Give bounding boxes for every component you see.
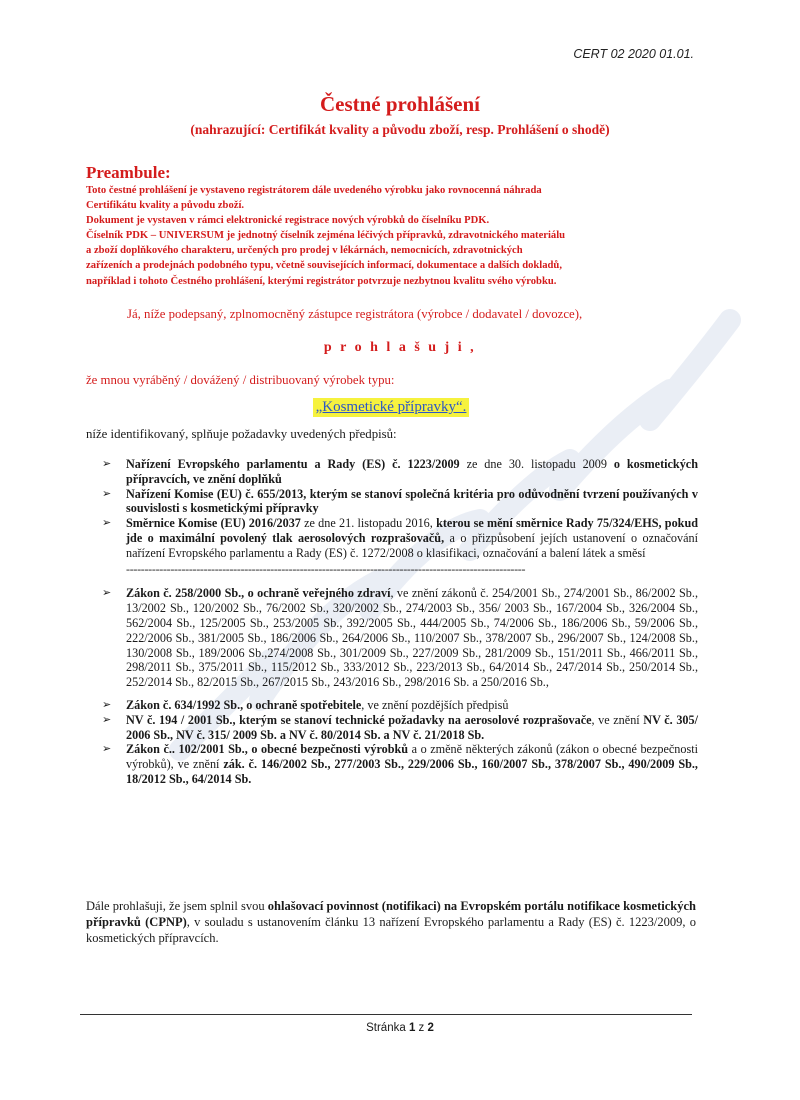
preamble-line: zařízeních a prodejnách podobného typu, včetně souvisejících informací, dokumentace a dalších dokladů, [86,260,562,272]
document-title: Čestné prohlášení [319,92,481,116]
page-number: Stránka 1 z 2 [366,1022,434,1034]
product-intro: že mnou vyráběný / dovážený / distribuovaný výrobek typu: [86,373,395,387]
preamble-body [86,183,696,289]
preamble-line: Toto čestné prohlášení je vystaveno registrátorem dále uvedeného výrobku jako rovnocenná náhrada [86,185,542,196]
preamble-heading: Preambule: [86,163,171,182]
declaration-intro: Já, níže podepsaný, zplnomocněný zástupce registrátora (výrobce / dodavatel / dovozce), [127,307,583,321]
arrow-bullet-icon: ➢ [102,458,112,470]
product-type-highlight: „Kosmetické přípravky“. [313,398,470,417]
list-item: ➢ Nařízení Komise (EU) č. 655/2013, kterým se stanoví společná kritéria pro odůvodnění tvrzení používaných v souvislosti s kosmetickými přípravky [102,486,698,516]
preamble-line: Číselník PDK – UNIVERSUM je jednotný číselník zejména léčivých přípravků, zdravotnického materiálu [86,230,566,242]
preamble-line: například i tohoto Čestného prohlášení, kterými registrátor potvrzuje nezbytnou kvalitu svého výrobku. [86,275,557,287]
footer-divider [80,1014,692,1015]
arrow-bullet-icon: ➢ [102,698,112,711]
preamble-line: a zboží doplňkového charakteru, určených pro prodej v lékárnách, nemocnicích, zdravotnických [86,245,523,257]
arrow-bullet-icon: ➢ [102,517,112,530]
arrow-bullet-icon: ➢ [102,587,112,600]
document-subtitle: (nahrazující: Certifikát kvality a původu zboží, resp. Prohlášení o shodě) [190,122,610,137]
list-item: ➢ Nařízení Evropského parlamentu a Rady (ES) č. 1223/2009 ze dne 30. listopadu 2009 o kosmetických přípravcích, ve znění doplňků [102,457,698,486]
list-item: ➢ Zákon č.. 102/2001 Sb., o obecné bezpečnosti výrobků a o změně některých zákonů (zákon o obecné bezpečnosti výrobků), ve znění zák. č. 146/2002 Sb., 277/2003 Sb., 229/2006 Sb., 160/2007 Sb., 378/2007 Sb., 490/2009 Sb., 18/2012 Sb., 64/2014 Sb. [102,742,698,786]
closing-statement: Dále prohlašuji, že jsem splnil svou ohlašovací povinnost (notifikaci) na Evropském portálu notifikace kosmetických přípravků (CPNP), v souladu s ustanovením článku 13 nařízení Evropského parlamentu a Rady (ES) č. 1223/2009, o kosmetických přípravcích. [86,899,696,945]
list-item: ➢ NV č. 194 / 2001 Sb., kterým se stanoví technické požadavky na aerosolové rozprašovače, ve znění NV č. 305/ 2006 Sb., NV č. 315/ 2009 Sb. a NV č. 80/2014 Sb. a NV č. 21/2018 Sb. [102,712,698,742]
document-code: CERT 02 2020 01.01. [573,47,694,61]
preamble-line: Dokument je vystaven v rámci elektronické registrace nových výrobků do číselníku PDK. [86,215,490,227]
arrow-bullet-icon: ➢ [102,487,112,500]
regulations-list [102,457,698,787]
list-item: ➢ Zákon č. 634/1992 Sb., o ochraně spotřebitele, ve znění pozdějších předpisů [102,697,509,712]
identified-statement: níže identifikovaný, splňuje požadavky uvedených předpisů: [86,427,397,441]
declaration-verb: p r o h l a š u j i , [323,340,477,355]
dashed-divider: ------------------------------------------------------------------------------------------------------------ [126,561,526,576]
list-item: ➢ Směrnice Komise (EU) 2016/2037 ze dne 21. listopadu 2016, kterou se mění směrnice Rady 75/324/EHS, pokud jde o maximální povolený tlak aerosolových rozprašovačů, a o přizpůsobení jejích ustanovení o označování nařízení Evropského parlamentu a Rady (ES) č. 1272/2008 o klasifikaci, označování a balení látek a směsí [102,516,698,560]
arrow-bullet-icon: ➢ [102,713,112,726]
preamble-line: Certifikátu kvality a původu zboží. [86,200,245,212]
arrow-bullet-icon: ➢ [102,743,112,756]
list-item: ➢ Zákon č. 258/2000 Sb., o ochraně veřejného zdraví, ve znění zákonů č. 254/2001 Sb., 274/2001 Sb., 86/2002 Sb., 13/2002 Sb., 120/2002 Sb., 76/2002 Sb., 320/2002 Sb., 274/2003 Sb., 356/ 2003 Sb., 167/2004 Sb., 326/2004 Sb., 562/2004 Sb., 125/2005 Sb., 253/2005 Sb., 392/2005 Sb., 444/2005 Sb., 74/2006 Sb., 186/2006 Sb., 59/2006 Sb., 222/2006 Sb., 381/2005 Sb., 186/2006 Sb., 264/2006 Sb., 110/2007 Sb., 378/2007 Sb., 296/2007 Sb., 124/2008 Sb., 130/2008 Sb., 189/2006 Sb.,274/2008 Sb., 301/2009 Sb., 227/2009 Sb., 281/2009 Sb., 151/2011 Sb., 466/2011 Sb., 298/2011 Sb., 375/2011 Sb., 115/2012 Sb., 333/2012 Sb., 223/2013 Sb., 64/2014 Sb., 247/2014 Sb., 250/2014 Sb., 252/2014 Sb., 82/2015 Sb., 267/2015 Sb., 243/2016 Sb., 298/2016 Sb. a 250/2016 Sb., [102,586,698,690]
